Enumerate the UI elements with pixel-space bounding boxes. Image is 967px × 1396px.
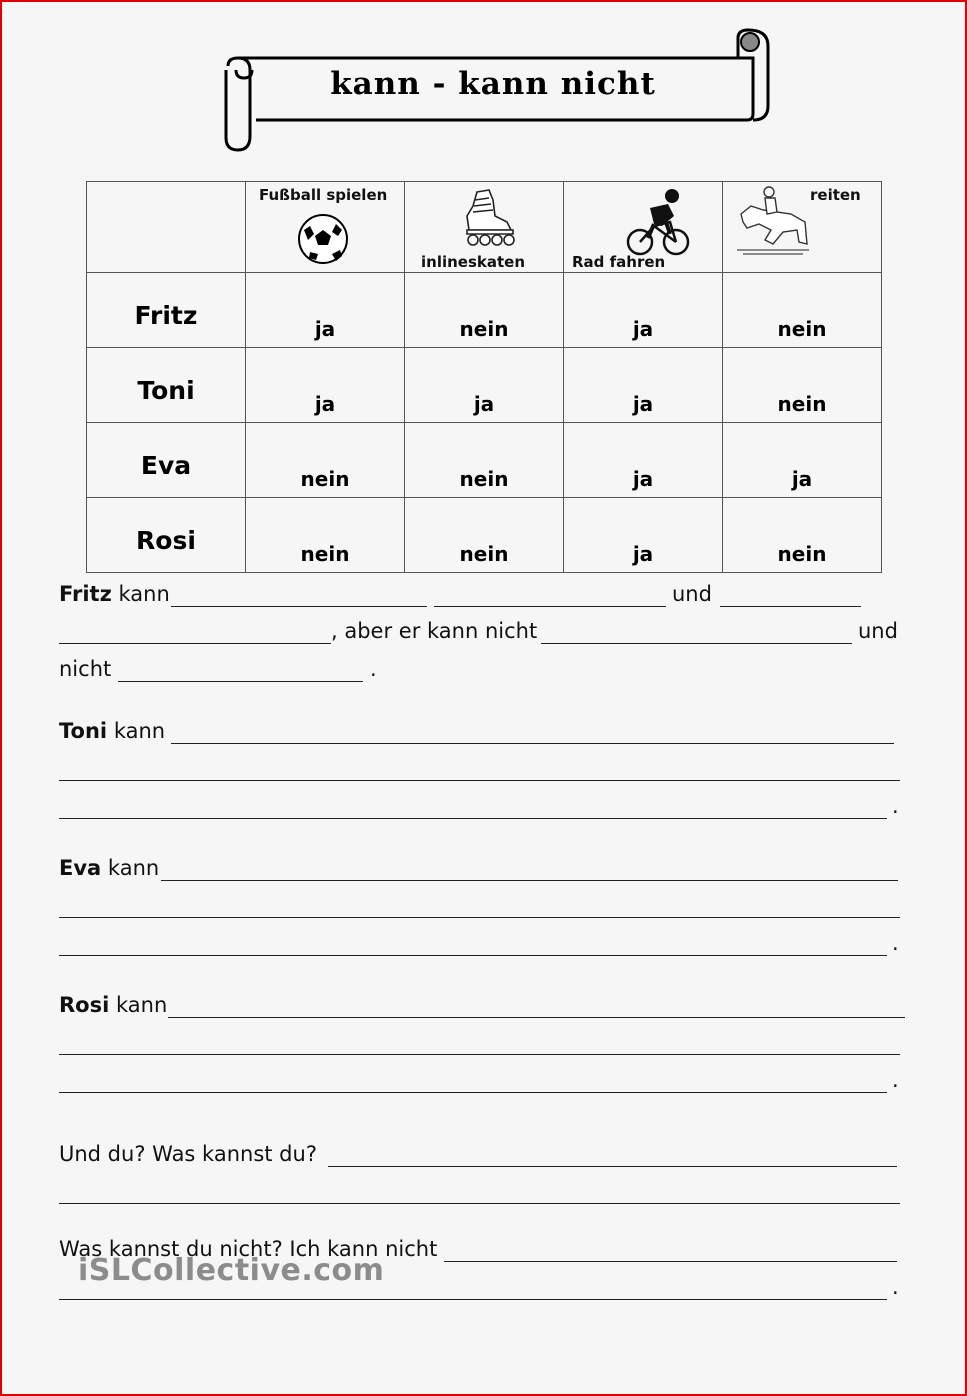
ability-table (86, 181, 882, 573)
period: . (370, 657, 377, 681)
answer-blank[interactable] (434, 606, 666, 607)
soccer-ball-icon (296, 212, 350, 266)
cyclist-icon (626, 186, 692, 260)
cell-value: ja (405, 348, 564, 423)
answer-blank[interactable] (59, 1203, 900, 1204)
header-label: inlineskaten (421, 253, 526, 271)
empty-corner-cell (87, 182, 246, 273)
row-name: Rosi (87, 498, 246, 573)
cell-value: nein (405, 498, 564, 573)
cell-value: ja (246, 273, 405, 348)
header-reiten (723, 182, 882, 273)
answer-blank[interactable] (59, 917, 900, 918)
header-label: Fußball spielen (259, 186, 388, 204)
period: . (892, 931, 899, 955)
toni-sentence-start (59, 719, 165, 743)
rosi-name: Rosi (59, 993, 110, 1017)
cell-value: ja (246, 348, 405, 423)
header-label: reiten (810, 186, 861, 204)
aber-phrase: , aber er kann nicht (331, 619, 538, 643)
inline-skate-icon (455, 186, 519, 248)
cell-value: nein (246, 423, 405, 498)
answer-blank[interactable] (161, 880, 898, 881)
table-row (87, 273, 882, 348)
row-name: Eva (87, 423, 246, 498)
cell-value: nein (246, 498, 405, 573)
horse-rider-icon (733, 184, 813, 260)
table-row (87, 348, 882, 423)
kann-word: kann (113, 719, 166, 743)
header-label: Rad fahren (572, 253, 666, 271)
answer-blank[interactable] (59, 1299, 887, 1300)
cell-value: ja (564, 498, 723, 573)
answer-blank[interactable] (328, 1166, 897, 1167)
fritz-name: Fritz (59, 582, 112, 606)
cell-value: nein (723, 273, 882, 348)
question-what-cannot-you: Was kannst du nicht? Ich kann nicht (59, 1237, 438, 1261)
answer-blank[interactable] (59, 955, 887, 956)
cell-value: nein (405, 423, 564, 498)
cell-value: ja (564, 348, 723, 423)
row-name: Fritz (87, 273, 246, 348)
answer-blank[interactable] (171, 743, 894, 744)
kann-word: kann (118, 582, 170, 606)
answer-blank[interactable] (168, 1017, 905, 1018)
nicht-word: nicht (59, 657, 112, 681)
answer-blank[interactable] (541, 643, 852, 644)
toni-name: Toni (59, 719, 108, 743)
period: . (892, 1275, 899, 1299)
answer-blank[interactable] (59, 780, 900, 781)
page-title: kann - kann nicht (330, 66, 656, 102)
header-fussball (246, 182, 405, 273)
kann-word: kann (115, 993, 168, 1017)
kann-word: kann (107, 856, 160, 880)
answer-blank[interactable] (59, 818, 887, 819)
period: . (892, 794, 899, 818)
table-row (87, 498, 882, 573)
header-radfahren (564, 182, 723, 273)
answer-blank[interactable] (444, 1261, 897, 1262)
answer-blank[interactable] (59, 1054, 900, 1055)
cell-value: ja (723, 423, 882, 498)
period: . (892, 1068, 899, 1092)
fritz-sentence-start (59, 582, 170, 606)
table-header-row (87, 182, 882, 273)
row-name: Toni (87, 348, 246, 423)
watermark: iSLCollective.com (78, 1253, 385, 1288)
cell-value: ja (564, 423, 723, 498)
rosi-sentence-start (59, 993, 167, 1017)
question-what-can-you: Und du? Was kannst du? (59, 1142, 317, 1166)
cell-value: nein (723, 348, 882, 423)
answer-blank[interactable] (59, 1092, 887, 1093)
cell-value: ja (564, 273, 723, 348)
answer-blank[interactable] (720, 606, 861, 607)
und-word-2: und (858, 619, 898, 643)
eva-sentence-start (59, 856, 159, 880)
table-row (87, 423, 882, 498)
answer-blank[interactable] (118, 681, 363, 682)
eva-name: Eva (59, 856, 102, 880)
header-inlineskaten (405, 182, 564, 273)
cell-value: nein (723, 498, 882, 573)
answer-blank[interactable] (59, 643, 331, 644)
und-word: und (672, 582, 712, 606)
answer-blank[interactable] (171, 606, 427, 607)
cell-value: nein (405, 273, 564, 348)
